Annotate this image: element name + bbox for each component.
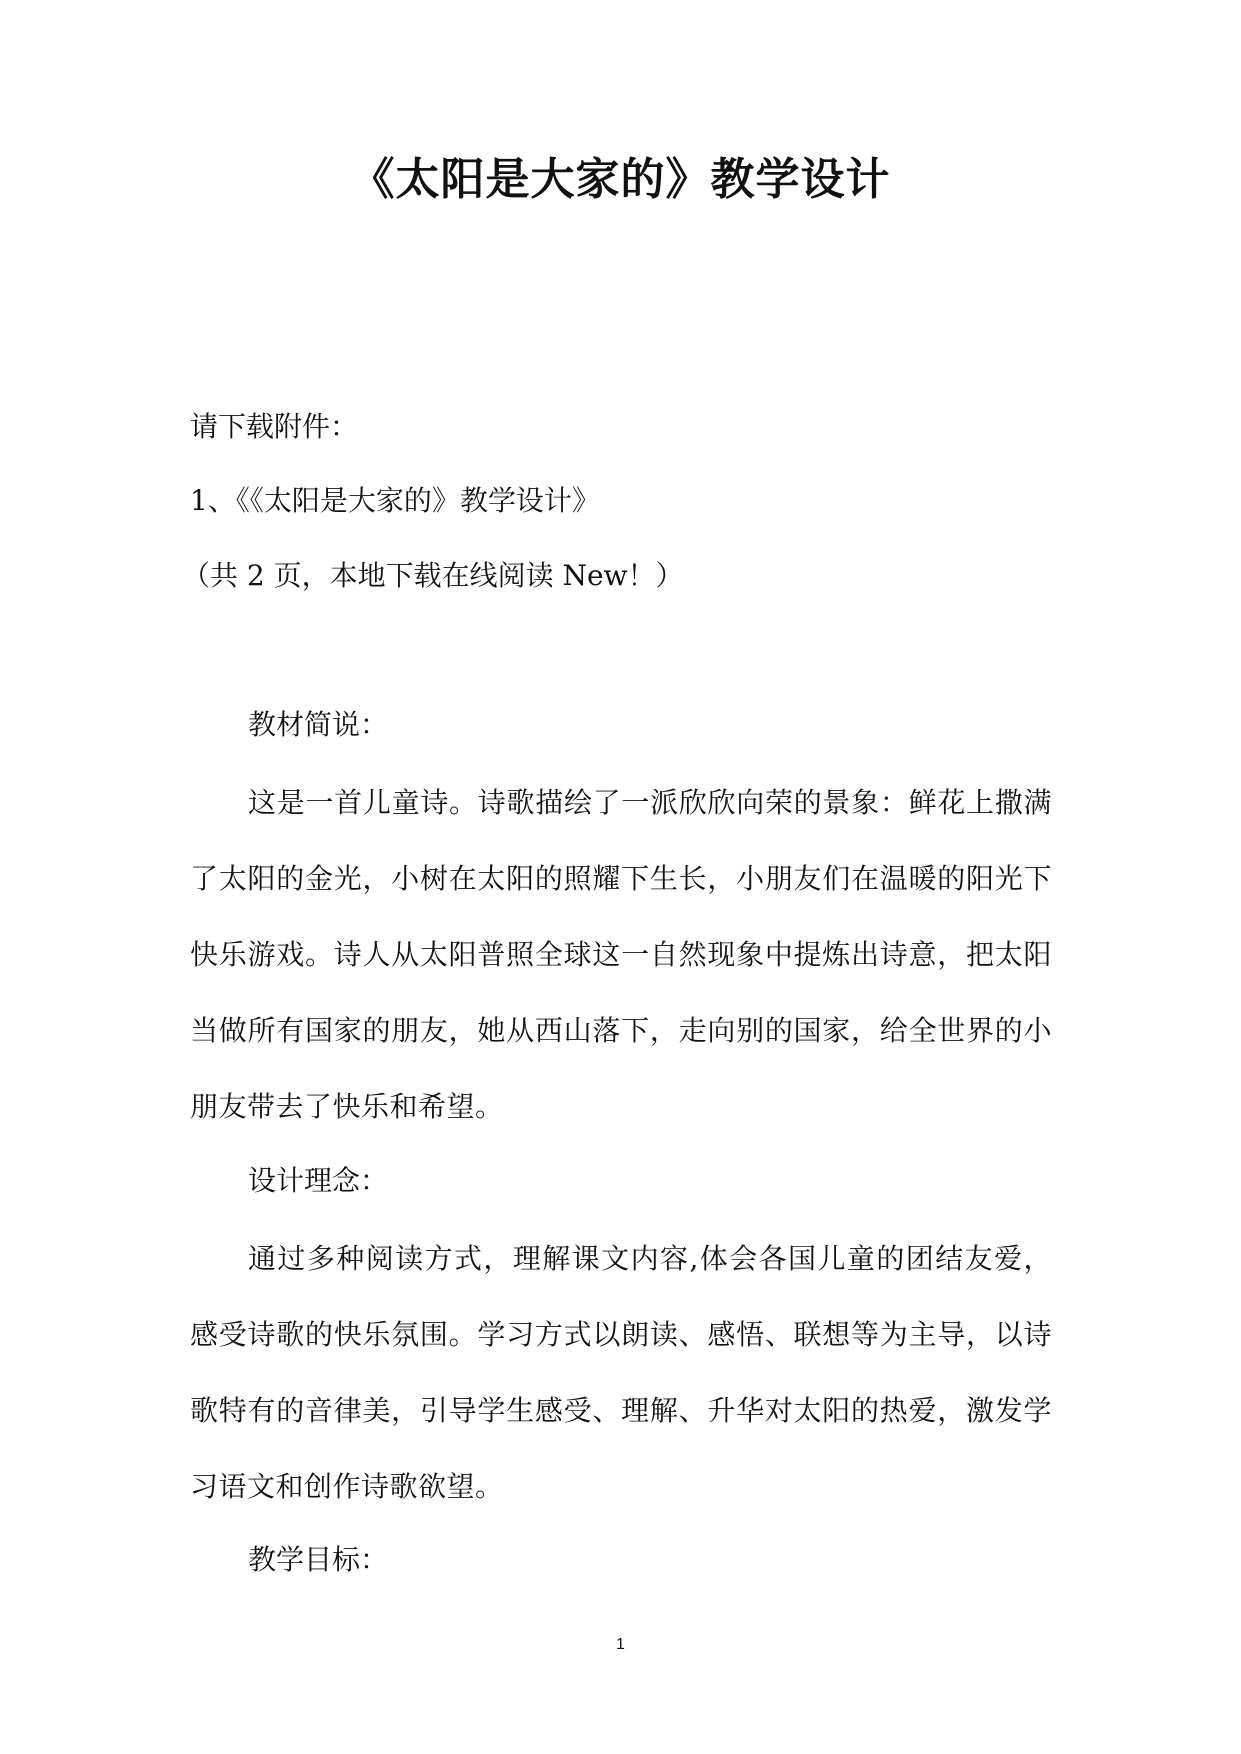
document-title: 《太阳是大家的》教学设计 xyxy=(350,154,891,205)
section-body: 通过多种阅读方式，理解课文内容,体会各国儿童的团结友爱，感受诗歌的快乐氛围。学习方式以朗读、感悟、联想等为主导，以诗歌特有的音律美，引导学生感受、理解、升华对太阳的热爱，激发学习语文和创作诗歌欲望。 xyxy=(190,1242,1052,1503)
attachment-note: （共 2 页，本地下载在线阅读 New！） xyxy=(182,559,684,592)
page-number: 1 xyxy=(616,1636,625,1653)
section-body: 这是一首儿童诗。诗歌描绘了一派欣欣向荣的景象：鲜花上撒满了太阳的金光，小树在太阳的照耀下生长，小朋友们在温暖的阳光下快乐游戏。诗人从太阳普照全球这一自然现象中提炼出诗意，把太阳当做所有国家的朋友，她从西山落下，走向别的国家，给全世界的小朋友带去了快乐和希望。 xyxy=(190,786,1052,1123)
attachment-link[interactable]: 1、《《太阳是大家的》教学设计》 xyxy=(190,484,600,517)
section-heading: 教材简说： xyxy=(248,708,389,741)
section-heading: 教学目标： xyxy=(248,1543,389,1576)
attachment-prompt: 请下载附件： xyxy=(190,410,359,443)
section-heading: 设计理念： xyxy=(248,1164,389,1197)
